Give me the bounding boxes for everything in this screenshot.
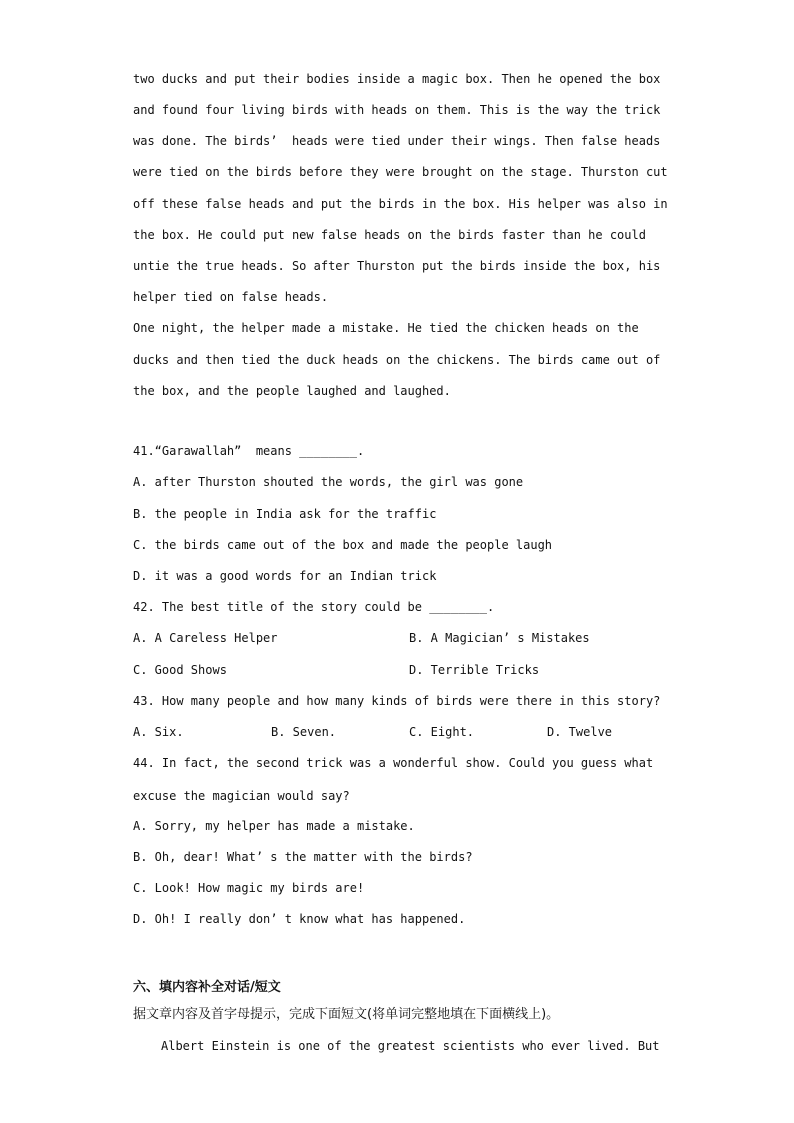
passage-line: were tied on the birds before they were brought on the stage. Thurston cut (133, 165, 668, 179)
option-a[interactable]: A. A Careless Helper (133, 631, 278, 645)
option-a[interactable]: A. Six. (133, 725, 184, 739)
option-b[interactable]: B. A Magician’ s Mistakes (409, 631, 590, 645)
option-c[interactable]: C. Look! How magic my birds are! (133, 881, 365, 895)
passage-line: was done. The birds’ heads were tied under their wings. Then false heads (133, 134, 661, 148)
option-b[interactable]: B. Oh, dear! What’ s the matter with the birds? (133, 850, 473, 864)
passage-line: off these false heads and put the birds in the box. His helper was also in (133, 197, 668, 211)
option-d[interactable]: D. Twelve (547, 725, 613, 739)
question-stem: 41.“Garawallah” means ________. (133, 444, 365, 458)
option-c[interactable]: C. Eight. (409, 725, 475, 739)
question-stem: 42. The best title of the story could be ________. (133, 600, 495, 614)
passage-line: untie the true heads. So after Thurston put the birds inside the box, his (133, 259, 661, 273)
question-stem: 44. In fact, the second trick was a wonderful show. Could you guess what (133, 756, 654, 770)
passage-line: the box, and the people laughed and laughed. (133, 384, 451, 398)
section-instruction: 据文章内容及首字母提示，完成下面短文(将单词完整地填在下面横线上)。 (133, 1007, 560, 1022)
section-heading: 六、填内容补全对话/短文 (133, 980, 281, 995)
passage-line: the box. He could put new false heads on the birds faster than he could (133, 228, 646, 242)
option-a[interactable]: A. Sorry, my helper has made a mistake. (133, 819, 415, 833)
option-c[interactable]: C. Good Shows (133, 663, 227, 677)
option-b[interactable]: B. the people in India ask for the traffic (133, 507, 437, 521)
option-b[interactable]: B. Seven. (271, 725, 337, 739)
question-stem: excuse the magician would say? (133, 789, 350, 803)
option-d[interactable]: D. Oh! I really don’ t know what has happened. (133, 912, 466, 926)
passage-line: and found four living birds with heads on them. This is the way the trick (133, 103, 661, 117)
passage-line: ducks and then tied the duck heads on the chickens. The birds came out of (133, 353, 661, 367)
option-c[interactable]: C. the birds came out of the box and made the people laugh (133, 538, 553, 552)
passage-line: helper tied on false heads. (133, 290, 329, 304)
option-a[interactable]: A. after Thurston shouted the words, the girl was gone (133, 475, 524, 489)
option-d[interactable]: D. Terrible Tricks (409, 663, 540, 677)
passage-line: two ducks and put their bodies inside a magic box. Then he opened the box (133, 72, 661, 86)
question-stem: 43. How many people and how many kinds of birds were there in this story? (133, 694, 661, 708)
passage-line: Albert Einstein is one of the greatest scientists who ever lived. But (161, 1039, 660, 1053)
passage-line: One night, the helper made a mistake. He tied the chicken heads on the (133, 321, 639, 335)
option-d[interactable]: D. it was a good words for an Indian trick (133, 569, 437, 583)
